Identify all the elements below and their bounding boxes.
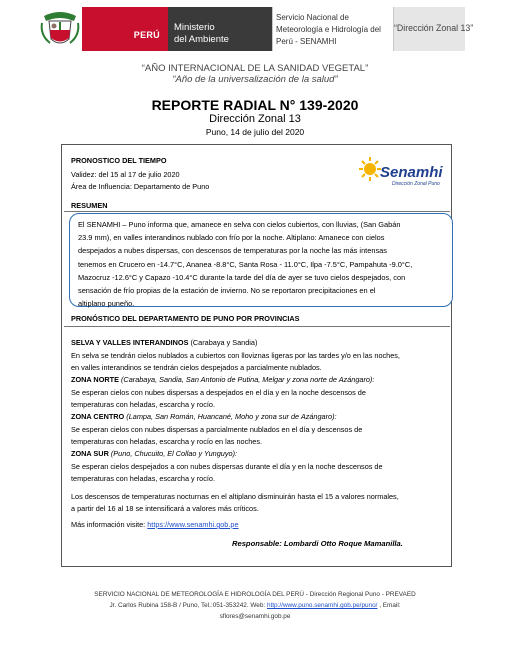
divider [64, 326, 450, 327]
header-banner [38, 7, 474, 51]
peru-badge [82, 7, 168, 51]
zone-label: “Dirección Zonal 13” [394, 23, 474, 33]
service-line-3: Perú - SENAMHI [276, 37, 337, 46]
report-zone: Dirección Zonal 13 [209, 113, 301, 125]
summary-line: tenemos en Crucero en -14.7°C, Ananea -8.8°C, Santa Rosa - 11.0°C, Ilpa -7.5°C, Pampahuta -9.0°C, [78, 259, 413, 269]
selva-line-1: En selva se tendrán cielos nublados a cubiertos con lloviznas ligeras por las tardes y/o en las noches, [71, 351, 400, 360]
forecast-area: Área de Influencia: Departamento de Puno [71, 182, 210, 191]
more-info-label: Más información visite: [71, 520, 148, 529]
service-line-2: Meteorología e Hidrología del [276, 25, 381, 34]
service-block [272, 7, 392, 51]
ministry-line-2: del Ambiente [174, 34, 229, 45]
centro-places: (Lampa, San Román, Huancané, Moho y zona sur de Azángaro): [126, 412, 337, 421]
sur-line-2: temperaturas con heladas, escarcha y rocío. [71, 474, 215, 483]
selva-places: (Carabaya y Sandia) [190, 338, 258, 347]
year-subtitle: “Año de la universalización de la salud” [172, 74, 338, 85]
norte-title: ZONA NORTE [71, 375, 119, 384]
responsible: Responsable: Lombardi Otto Roque Mamanilla. [232, 539, 403, 548]
centro-line-2: temperaturas con heladas, escarcha y rocío en las noches. [71, 437, 263, 446]
sur-places: (Puno, Chucuito, El Collao y Yunguyo): [110, 449, 238, 458]
footer-web-link[interactable]: http://www.puno.senamhi.gob.pe/puno/ [266, 602, 378, 609]
selva-line-2: en valles interandinos se tendrán cielos despejados a parcialmente nublados. [71, 363, 322, 372]
summary-line: altiplano puneño. [78, 299, 135, 309]
selva-title-row [71, 337, 257, 348]
sur-title: ZONA SUR [71, 449, 109, 458]
report-date: Puno, 14 de julio del 2020 [205, 127, 305, 137]
peru-coat-of-arms-icon [38, 7, 82, 51]
summary-text [78, 218, 445, 310]
sur-line-1: Se esperan cielos despejados a con nubes dispersas durante el día y en la noche descensos de [71, 462, 383, 471]
summary-line: El SENAMHI – Puno informa que, amanece en selva con cielos cubiertos, con lluvias, (San Gabán [78, 220, 401, 229]
summary-line: Mazocruz -12.6°C y Capazo -10.4°C durante la tarde del día de ayer se tuvo cielos despejados, con [78, 272, 406, 282]
centro-line-1: Se esperan cielos con nubes dispersas a parcialmente nublados en el día y descensos de [71, 425, 363, 434]
logo-wordmark: Senamhi [380, 164, 443, 181]
note-line-2: a partir del 16 al 18 se intensificará a valores más críticos. [71, 504, 259, 513]
norte-title-row [71, 374, 374, 385]
summary-line: despejados a nubes dispersas, con descensos de temperaturas por la noche las más intensas [78, 246, 387, 256]
footer-email-label: , Email: [377, 602, 401, 609]
selva-title: SELVA Y VALLES INTERANDINOS [71, 338, 189, 347]
note-line-1: Los descensos de temperaturas nocturnas en el altiplano disminuirán hasta el 15 a valores normales, [71, 492, 399, 501]
forecast-validity: Validez: del 15 al 17 de julio 2020 [71, 170, 180, 179]
summary-heading: RESUMEN [71, 201, 108, 210]
country-label: PERÚ [133, 30, 160, 40]
province-heading: PRONÓSTICO DEL DEPARTAMENTO DE PUNO POR PROVINCIAS [71, 314, 300, 323]
norte-line-1: Se esperan cielos con nubes dispersas a despejados en el día y en la noche descensos de [71, 388, 366, 397]
footer-address: Jr. Carlos Rubina 158-B / Puno, Tel.:051-353242. Web: [109, 602, 267, 609]
service-line-1: Servicio Nacional de [276, 13, 349, 22]
divider [64, 211, 450, 212]
more-info-row [71, 519, 239, 530]
zone-block [393, 7, 474, 51]
summary-line: sensación de frío propias de la estación de invierno. No se reportaron precipitaciones en el [78, 286, 376, 296]
footer-line-2 [0, 601, 510, 612]
forecast-heading: PRONOSTICO DEL TIEMPO [71, 156, 167, 165]
banner-spacer [236, 7, 272, 51]
sur-title-row [71, 448, 237, 459]
footer-email[interactable]: sflores@senamhi.gob.pe [219, 613, 291, 620]
report-title: REPORTE RADIAL N° 139-2020 [151, 97, 359, 113]
footer-line-1: SERVICIO NACIONAL DE METEOROLOGÍA E HIDROLOGÍA DEL PERÚ - Dirección Regional Puno - PREVAED [94, 591, 416, 598]
ministry-block [168, 7, 236, 51]
centro-title-row [71, 411, 337, 422]
ministry-line-1: Ministerio [174, 22, 215, 33]
logo-subtitle: Dirección Zonal Puno [392, 181, 440, 187]
norte-places: (Carabaya, Sandia, San Antonio de Putina, Melgar y zona norte de Azángaro): [121, 375, 375, 384]
year-title: “AÑO INTERNACIONAL DE LA SANIDAD VEGETAL” [141, 63, 369, 74]
centro-title: ZONA CENTRO [71, 412, 125, 421]
norte-line-2: temperaturas con heladas, escarcha y rocío. [71, 400, 215, 409]
senamhi-link[interactable]: https://www.senamhi.gob.pe [147, 520, 239, 529]
summary-line: 23.9 mm), en valles interandinos nublado con frío por la noche. Altiplano: Amanece con cielos [78, 233, 385, 243]
